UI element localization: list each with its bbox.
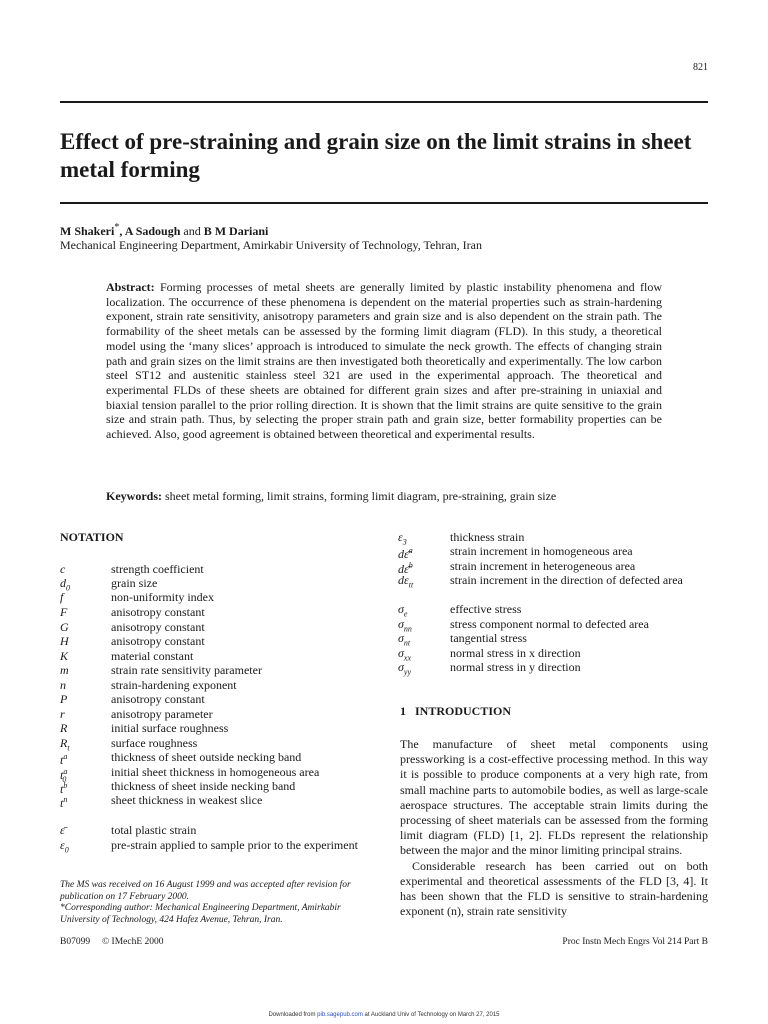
notation-definition: initial sheet thickness in homogeneous area xyxy=(111,765,320,779)
abstract-label: Abstract: xyxy=(106,280,155,294)
notation-definition: strain increment in the direction of defected area xyxy=(450,573,683,587)
notation-definition: tangential stress xyxy=(450,631,527,645)
keywords-text: sheet metal forming, limit strains, forming limit diagram, pre-straining, grain size xyxy=(165,489,557,503)
notation-symbol: K xyxy=(60,649,69,663)
notation-definition: stress component normal to defected area xyxy=(450,617,649,631)
notation-definition: strain rate sensitivity parameter xyxy=(111,663,262,677)
corresponding-mark: * xyxy=(114,222,120,233)
notation-definition: normal stress in y direction xyxy=(450,660,581,674)
notation-symbol: m xyxy=(60,663,69,677)
author-shakeri: M Shakeri xyxy=(60,224,115,238)
notation-symbol: f xyxy=(60,590,64,604)
notation-definition: total plastic strain xyxy=(111,823,197,837)
notation-symbol: $\varepsilon_0$ xyxy=(60,838,69,855)
keywords xyxy=(106,489,662,504)
intro-paragraph-2: Considerable research has been carried out on both experimental and theoretical assessments of the FLD [3, 4]. It has been shown that the FLD is sensitive to strain-hardening exponent (n), strain rate sensitivity xyxy=(400,858,708,919)
notation-symbol: $t^a$ xyxy=(60,752,68,767)
top-rule xyxy=(60,101,708,103)
notation-symbol: $d_0$ xyxy=(60,576,70,593)
notation-symbol: $\sigma_{nt}$ xyxy=(398,631,411,648)
notation-definition: anisotropy constant xyxy=(111,692,205,706)
download-link[interactable]: pib.sagepub.com xyxy=(317,1012,363,1018)
notation-symbol: $d\varepsilon_{tt}$ xyxy=(398,573,414,590)
abstract-text: Forming processes of metal sheets are generally limited by plastic instability phenomena and flow localization. The occurrence of these phenomena is dependent on the material properties such as strain-hardening exponent, strain rate sensitivity, anisotropy parameters and grain size and is also dependent on the strain path. The formability of the sheet metals can be assessed by the forming limit diagram (FLD). In this study, a theoretical model using the ‘many slices’ approach is introduced to simulate the neck growth. The effects of changing strain path and grain sizes on the limit strains are then investigated both theoretically and experimentally. The low carbon steel ST12 and austenitic stainless steel 321 are used in the experimental approach. The theoretical and experimental FLDs of these sheets are obtained for different grain sizes and after pre-straining in uniaxial and biaxial tension parallel to the prior rolling direction. It is shown that the limit strains are quite sensitive to the grain size and strain path. Thus, by selecting the proper strain path and grain size, better formability properties can be achieved. Also, good agreement is obtained between theoretical and experimental results. xyxy=(106,280,662,442)
notation-definition: strength coefficient xyxy=(111,562,204,576)
notation-symbol: c xyxy=(60,562,66,576)
notation-definition: pre-strain applied to sample prior to the experiment xyxy=(111,838,358,852)
notation-definition: thickness of sheet inside necking band xyxy=(111,779,296,793)
notation-definition: surface roughness xyxy=(111,736,198,750)
affiliation: Mechanical Engineering Department, Amirkabir University of Technology, Tehran, Iran xyxy=(60,238,482,252)
download-suffix: at Auckland Univ of Technology on March 27, 2015 xyxy=(362,1012,500,1018)
notation-symbol: H xyxy=(60,634,69,648)
notation-symbol: R xyxy=(60,721,68,735)
notation-definition: normal stress in x direction xyxy=(450,646,581,660)
notation-definition: anisotropy constant xyxy=(111,620,205,634)
author-sep-1: , xyxy=(119,224,125,238)
notation-symbol: $\sigma_{yy}$ xyxy=(398,660,412,677)
notation-definition: anisotropy parameter xyxy=(111,707,213,721)
notation-definition: anisotropy constant xyxy=(111,634,205,648)
paper-title: Effect of pre-straining and grain size on the limit strains in sheet metal forming xyxy=(60,129,692,182)
notation-symbol: r xyxy=(60,707,65,721)
footnotes xyxy=(60,880,370,926)
notation-definition: thickness strain xyxy=(450,530,525,544)
author-line xyxy=(60,222,268,239)
notation-definition: anisotropy constant xyxy=(111,605,205,619)
notation-symbol: dε̄$^a$ xyxy=(398,546,413,561)
page-number: 821 xyxy=(693,62,708,73)
notation-symbol: $\varepsilon_3$ xyxy=(398,530,407,547)
abstract xyxy=(106,280,662,442)
notation-symbol: ε̄ xyxy=(60,823,65,837)
notation-symbol: $\sigma_{xx}$ xyxy=(398,646,412,663)
notation-definition: initial surface roughness xyxy=(111,721,229,735)
notation-symbol: $\sigma_e$ xyxy=(398,602,408,619)
notation-symbol: n xyxy=(60,678,66,692)
notation-symbol: $t^a_0$ xyxy=(60,767,68,785)
notation-symbol: $R_t$ xyxy=(60,736,70,753)
notation-definition: thickness of sheet outside necking band xyxy=(111,750,302,764)
notation-definition: non-uniformity index xyxy=(111,590,214,604)
notation-symbol: $\sigma_{nn}$ xyxy=(398,617,412,634)
notation-symbol: dε̄$^b$ xyxy=(398,561,413,576)
title-rule xyxy=(60,202,708,204)
notation-definition: strain increment in heterogeneous area xyxy=(450,559,636,573)
author-dariani: B M Dariani xyxy=(203,224,269,238)
corresponding-note: *Corresponding author: Mechanical Engineering Department, Amirkabir University of Technology, 424 Hafez Avenue, Tehran, Iran. xyxy=(60,903,341,925)
notation-definition: sheet thickness in weakest slice xyxy=(111,793,263,807)
download-prefix: Downloaded from xyxy=(268,1012,318,1018)
notation-definition: effective stress xyxy=(450,602,522,616)
notation-heading: NOTATION xyxy=(60,530,124,544)
author-sep-2: and xyxy=(180,224,204,238)
notation-symbol: G xyxy=(60,620,69,634)
introduction-body xyxy=(400,737,708,919)
download-note xyxy=(0,1012,768,1018)
notation-symbol: F xyxy=(60,605,68,619)
article-code: B07099 xyxy=(60,937,91,947)
notation-definition: grain size xyxy=(111,576,158,590)
notation-definition: strain-hardening exponent xyxy=(111,678,237,692)
notation-symbol: $t^b$ xyxy=(60,781,68,796)
notation-symbol: P xyxy=(60,692,68,706)
copyright: © IMechE 2000 xyxy=(101,937,164,947)
intro-paragraph-1: The manufacture of sheet metal components using pressworking is a cost-effective processing method. In this way it is possible to produce components at a very high rate, from small machine parts to automobile bodies, as well as large-scale aerospace structures. The acceptable strain limits during the processing of sheet materials can be assessed from the forming limit diagram (FLD) [1, 2]. FLDs represent the relationship between the major and the minor limiting principal strains. xyxy=(400,737,708,858)
keywords-label: Keywords: xyxy=(106,489,162,503)
notation-definition: strain increment in homogeneous area xyxy=(450,544,633,558)
introduction-heading: 1 INTRODUCTION xyxy=(400,704,512,718)
journal-reference: Proc Instn Mech Engrs Vol 214 Part B xyxy=(562,937,708,947)
footer-left xyxy=(60,937,164,947)
notation-symbol: $t^n$ xyxy=(60,795,68,810)
notation-definition: material constant xyxy=(111,649,194,663)
author-sadough: A Sadough xyxy=(124,224,181,238)
received-note: The MS was received on 16 August 1999 and was accepted after revision for publication on 17 February 2000. xyxy=(60,880,351,902)
